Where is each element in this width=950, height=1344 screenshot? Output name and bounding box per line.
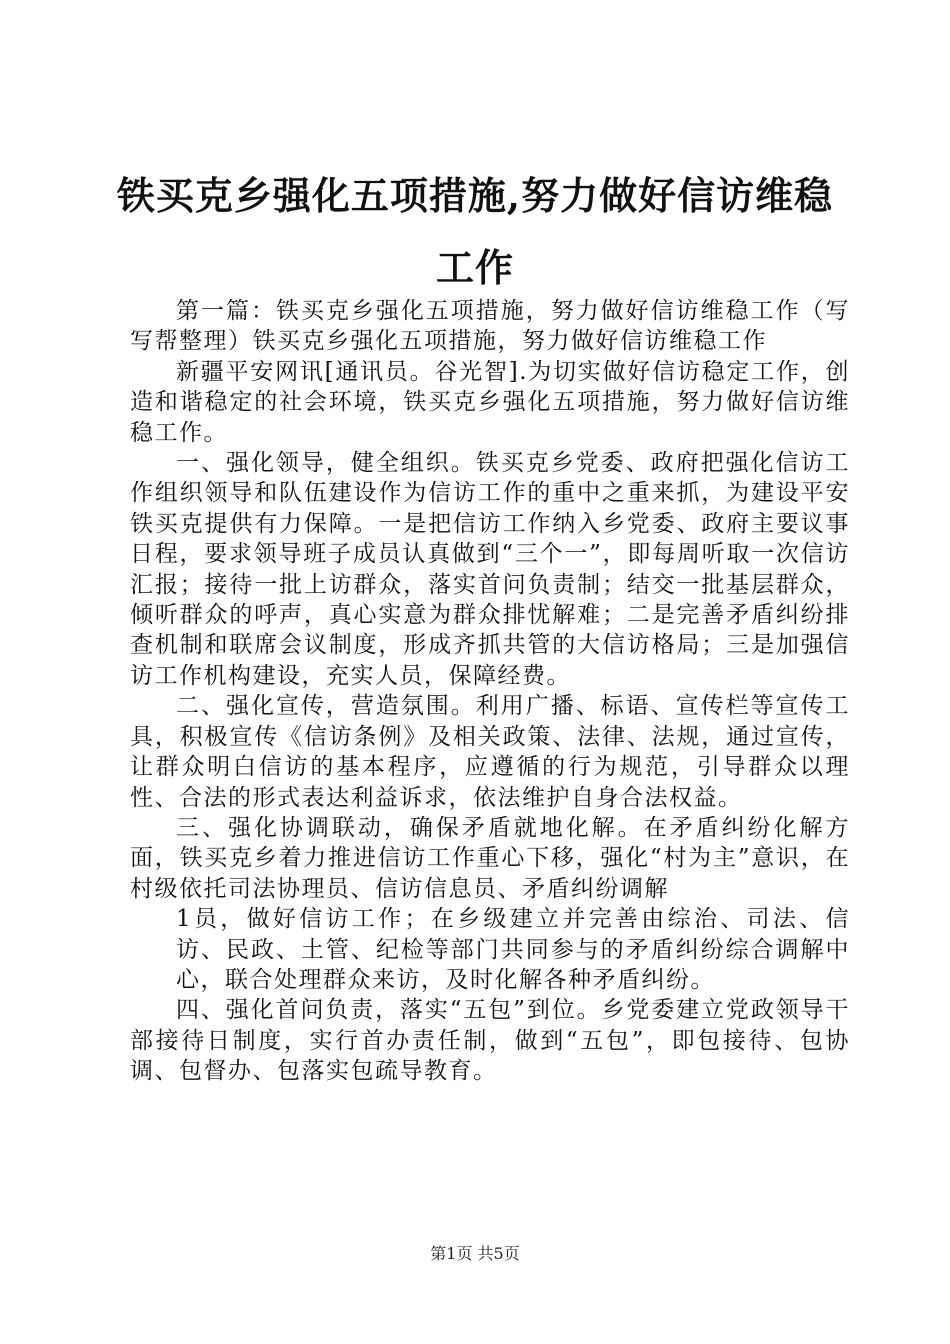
document-title: 铁买克乡强化五项措施,努力做好信访维稳工作	[116, 173, 834, 290]
document-body	[130, 296, 850, 1087]
paragraph-intro: 第一篇：铁买克乡强化五项措施，努力做好信访维稳工作（写写帮整理）铁买克乡强化五项措施，努力做好信访维稳工作	[130, 298, 850, 355]
paragraph-measure-1: 一、强化领导，健全组织。铁买克乡党委、政府把强化信访工作组织领导和队伍建设作为信访工作的重中之重来抓，为建设平安铁买克提供有力保障。一是把信访工作纳入乡党委、政府主要议事日程，要求领导班子成员认真做到“三个一”，即每周听取一次信访汇报；接待一批上访群众，落实首问负责制；结交一批基层群众，倾听群众的呼声，真心实意为群众排忧解难；二是完善矛盾纠纷排查机制和联席会议制度，形成齐抓共管的大信访格局；三是加强信访工作机构建设，充实人员，保障经费。	[130, 450, 850, 689]
paragraph-measure-4: 四、强化首问负责，落实“五包”到位。乡党委建立党政领导干部接待日制度，实行首办责任制，做到“五包”，即包接待、包协调、包督办、包落实包疏导教育。	[130, 997, 850, 1085]
page-footer: 第1页 共5页	[430, 1244, 520, 1263]
paragraph-news-lead: 新疆平安网讯[通讯员。谷光智].为切实做好信访稳定工作，创造和谐稳定的社会环境，铁买克乡强化五项措施，努力做好信访维稳工作。	[130, 358, 850, 446]
paragraph-measure-3: 三、强化协调联动，确保矛盾就地化解。在矛盾纠纷化解方面，铁买克乡着力推进信访工作重心下移，强化“村为主”意识，在村级依托司法协理员、信访信息员、矛盾纠纷调解	[130, 814, 850, 902]
paragraph-measure-2: 二、强化宣传，营造氛围。利用广播、标语、宣传栏等宣传工具，积极宣传《信访条例》及相关政策、法律、法规，通过宣传，让群众明白信访的基本程序，应遵循的行为规范，引导群众以理性、合法的形式表达利益诉求，依法维护自身合法权益。	[130, 693, 850, 811]
paragraph-measure-3-continued: 1员，做好信访工作；在乡级建立并完善由综治、司法、信访、民政、土管、纪检等部门共同参与的矛盾纠纷综合调解中心，联合处理群众来访，及时化解各种矛盾纠纷。	[176, 906, 850, 993]
